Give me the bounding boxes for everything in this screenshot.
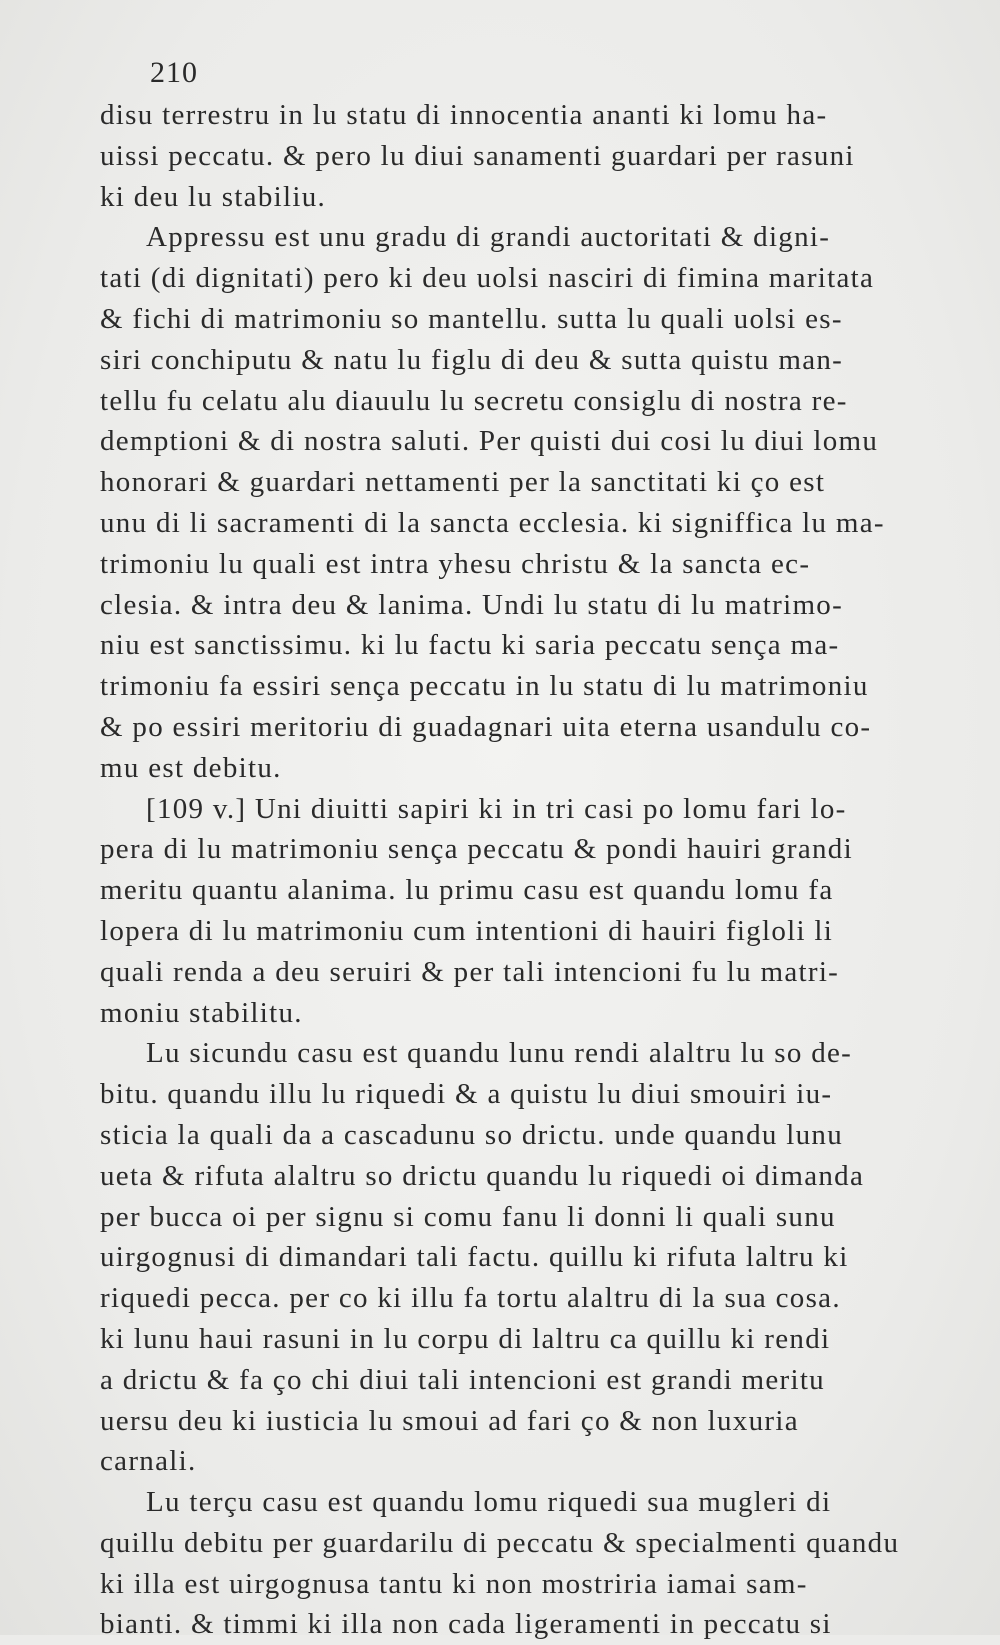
text-line: uirgognusi di dimandari tali factu. quillu ki rifuta laltru ki bbox=[100, 1241, 849, 1274]
text-line: ki lunu haui rasuni in lu corpu di laltru ca quillu ki rendi bbox=[100, 1322, 831, 1355]
text-line: bitu. quandu illu lu riquedi & a quistu lu diui smouiri iu- bbox=[100, 1078, 833, 1111]
text-line: pera di lu matrimoniu sença peccatu & pondi hauiri grandi bbox=[100, 833, 853, 866]
text-line: meritu quantu alanima. lu primu casu est quandu lomu fa bbox=[100, 874, 834, 907]
text-line: clesia. & intra deu & lanima. Undi lu statu di lu matrimo- bbox=[100, 588, 844, 621]
text-line: mu est debitu. bbox=[100, 751, 282, 784]
text-line: Appressu est unu gradu di grandi auctoritati & digni- bbox=[146, 221, 831, 254]
text-line: trimoniu lu quali est intra yhesu christu & la sancta ec- bbox=[100, 547, 811, 580]
text-line: moniu stabilitu. bbox=[100, 996, 303, 1029]
text-line: lopera di lu matrimoniu cum intentioni di hauiri figloli li bbox=[100, 914, 834, 947]
text-line: uersu deu ki iusticia lu smoui ad fari ço & non luxuria bbox=[100, 1404, 799, 1437]
text-line: & fichi di matrimoniu so mantellu. sutta lu quali uolsi es- bbox=[100, 302, 843, 335]
text-line: quillu debitu per guardarilu di peccatu & specialmenti quandu bbox=[100, 1526, 900, 1559]
text-line: riquedi pecca. per co ki illu fa tortu alaltru di la sua cosa. bbox=[100, 1282, 841, 1315]
text-line: niu est sanctissimu. ki lu factu ki saria peccatu sença ma- bbox=[100, 629, 840, 662]
text-line: ki deu lu stabiliu. bbox=[100, 180, 327, 213]
text-line: ki illa est uirgognusa tantu ki non mostriria iamai sam- bbox=[100, 1567, 808, 1600]
text-line: Lu sicundu casu est quandu lunu rendi alaltru lu so de- bbox=[146, 1037, 853, 1070]
text-line: ueta & rifuta alaltru so drictu quandu lu riquedi oi dimanda bbox=[100, 1159, 865, 1192]
text-line: quali renda a deu seruiri & per tali intencioni fu lu matri- bbox=[100, 955, 840, 988]
text-line: unu di li sacramenti di la sancta ecclesia. ki signiffica lu ma- bbox=[100, 506, 885, 539]
page-number: 210 bbox=[150, 56, 198, 89]
text-line: bianti. & timmi ki illa non cada ligeramenti in peccatu si bbox=[100, 1608, 832, 1641]
text-line: sticia la quali da a cascadunu so drictu. unde quandu lunu bbox=[100, 1118, 844, 1151]
text-line: a drictu & fa ço chi diui tali intencioni est grandi meritu bbox=[100, 1363, 825, 1396]
text-line: Lu terçu casu est quandu lomu riquedi sua mugleri di bbox=[146, 1486, 832, 1519]
body-text bbox=[100, 95, 932, 1645]
text-line: demptioni & di nostra saluti. Per quisti dui cosi lu diui lomu bbox=[100, 425, 879, 458]
text-line: disu terrestru in lu statu di innocentia ananti ki lomu ha- bbox=[100, 99, 828, 131]
text-line: [109 v.] Uni diuitti sapiri ki in tri casi po lomu fari lo- bbox=[146, 792, 847, 825]
text-line: trimoniu fa essiri sença peccatu in lu statu di lu matrimoniu bbox=[100, 670, 869, 703]
text-line: uissi peccatu. & pero lu diui sanamenti guardari per rasuni bbox=[100, 139, 855, 172]
text-line: carnali. bbox=[100, 1445, 197, 1478]
text-line: honorari & guardari nettamenti per la sanctitati ki ço est bbox=[100, 466, 826, 499]
text-line: siri conchiputu & natu lu figlu di deu & sutta quistu man- bbox=[100, 343, 844, 376]
text-line: tati (di dignitati) pero ki deu uolsi nasciri di fimina maritata bbox=[100, 262, 875, 295]
text-line: & po essiri meritoriu di guadagnari uita eterna usandulu co- bbox=[100, 710, 872, 743]
text-line: tellu fu celatu alu diauulu lu secretu consiglu di nostra re- bbox=[100, 384, 848, 417]
text-line: per bucca oi per signu si comu fanu li donni li quali sunu bbox=[100, 1200, 836, 1233]
